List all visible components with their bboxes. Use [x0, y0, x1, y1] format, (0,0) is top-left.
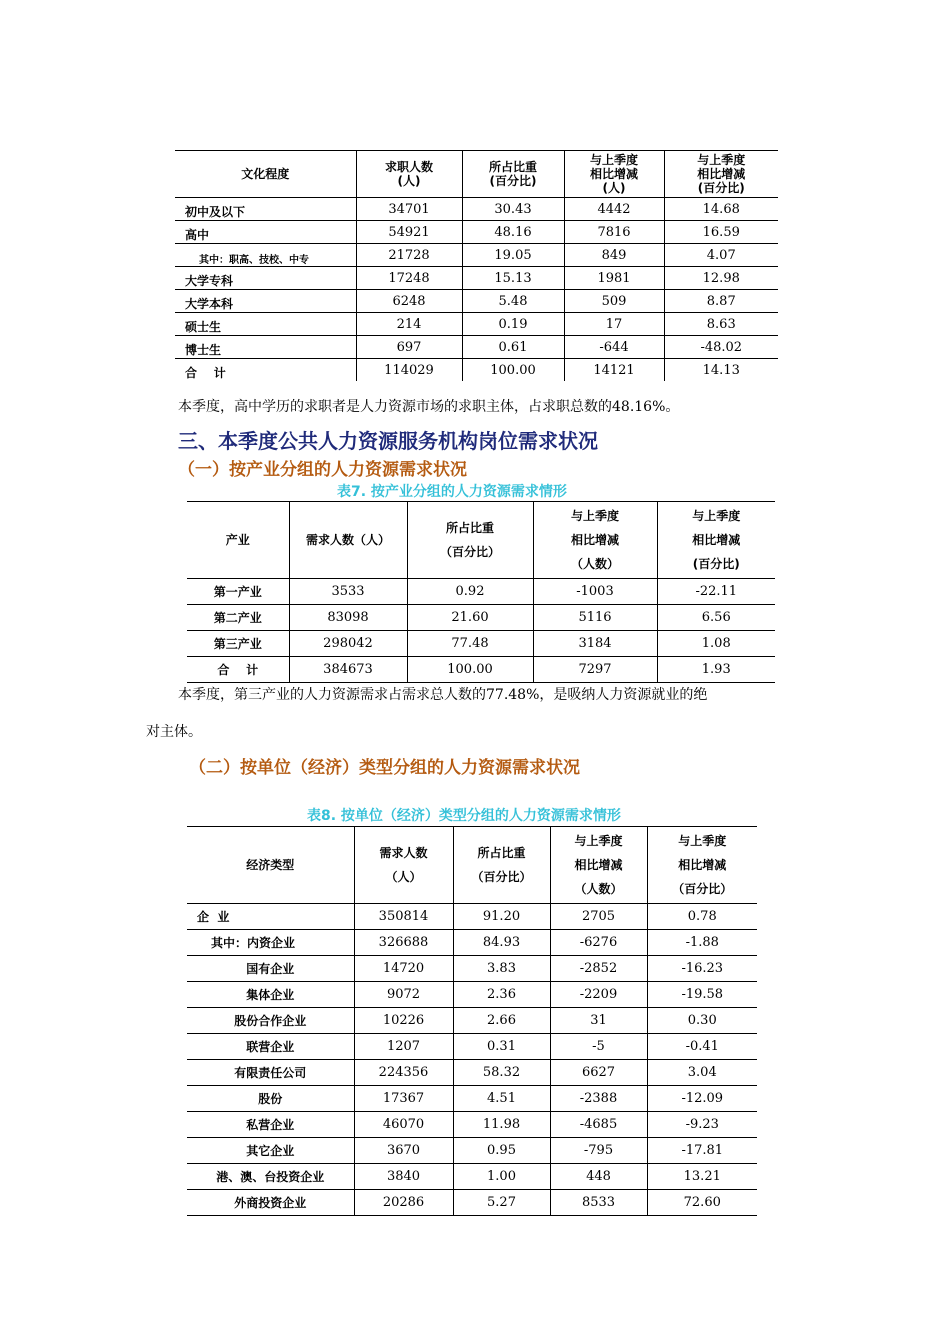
cell: 2.36 [453, 982, 550, 1008]
section-title: 三、本季度公共人力资源服务机构岗位需求状况 [178, 429, 598, 453]
cell: 48.16 [462, 221, 564, 244]
cell: 54921 [356, 221, 462, 244]
cell: 0.92 [407, 579, 533, 605]
table-row [187, 1060, 757, 1086]
cell: 46070 [354, 1112, 453, 1138]
header-cell: 与上季度 相比增减 （人数） [533, 502, 657, 579]
table-row [175, 313, 778, 336]
table-row [175, 221, 778, 244]
industry-demand-table [187, 501, 775, 683]
cell: 7816 [564, 221, 664, 244]
cell: -2388 [550, 1086, 647, 1112]
cell: 509 [564, 290, 664, 313]
row-label: 其它企业 [187, 1138, 354, 1164]
header-cell: 求职人数 (人) [356, 151, 462, 198]
paragraph-industry-summary-line1: 本季度，第三产业的人力资源需求占需求总人数的77.48%，是吸纳人力资源就业的绝 [178, 687, 708, 703]
row-label: 企 业 [187, 904, 354, 930]
cell: -16.23 [647, 956, 757, 982]
table-row [187, 956, 757, 982]
table-row [175, 290, 778, 313]
cell: 17367 [354, 1086, 453, 1112]
cell: -9.23 [647, 1112, 757, 1138]
table-header-row [175, 151, 778, 198]
row-label: 合 计 [185, 366, 226, 380]
cell: 1207 [354, 1034, 453, 1060]
table-row [187, 1190, 757, 1216]
cell: 0.19 [462, 313, 564, 336]
cell: 8533 [550, 1190, 647, 1216]
cell: 214 [356, 313, 462, 336]
table-row [187, 631, 775, 657]
education-table [175, 150, 778, 381]
cell: 83098 [289, 605, 407, 631]
cell: 17248 [356, 267, 462, 290]
cell: 5.27 [453, 1190, 550, 1216]
cell: -0.41 [647, 1034, 757, 1060]
cell: 14.68 [664, 198, 778, 221]
cell: 13.21 [647, 1164, 757, 1190]
cell: -2209 [550, 982, 647, 1008]
cell: 3184 [533, 631, 657, 657]
row-label: 高中 [175, 221, 356, 244]
cell: 0.30 [647, 1008, 757, 1034]
cell: 4.51 [453, 1086, 550, 1112]
row-label: 国有企业 [187, 956, 354, 982]
table-row [187, 982, 757, 1008]
header-cell: 与上季度 相比增减 （百分比） [647, 827, 757, 904]
cell: 16.59 [664, 221, 778, 244]
table-row-total [187, 657, 775, 683]
header-cell: 所占比重 (百分比) [462, 151, 564, 198]
header-cell: 与上季度 相比增减 （人数） [550, 827, 647, 904]
cell: 8.63 [664, 313, 778, 336]
cell: 17 [564, 313, 664, 336]
cell: 10226 [354, 1008, 453, 1034]
cell: -5 [550, 1034, 647, 1060]
cell: 100.00 [407, 657, 533, 683]
cell: 9072 [354, 982, 453, 1008]
cell: 34701 [356, 198, 462, 221]
cell: -2852 [550, 956, 647, 982]
cell: 20286 [354, 1190, 453, 1216]
cell: 3533 [289, 579, 407, 605]
cell: 100.00 [462, 359, 564, 382]
cell: 0.78 [647, 904, 757, 930]
cell: 14.13 [664, 359, 778, 382]
cell: 6627 [550, 1060, 647, 1086]
row-label: 港、澳、台投资企业 [187, 1164, 354, 1190]
cell: 12.98 [664, 267, 778, 290]
table-row [175, 198, 778, 221]
cell: -22.11 [657, 579, 775, 605]
row-label: 集体企业 [187, 982, 354, 1008]
cell: 58.32 [453, 1060, 550, 1086]
cell: 19.05 [462, 244, 564, 267]
cell: 11.98 [453, 1112, 550, 1138]
row-label: 其中：职高、技校、中专 [175, 244, 356, 267]
cell: 6.56 [657, 605, 775, 631]
cell: -6276 [550, 930, 647, 956]
cell: -644 [564, 336, 664, 359]
cell: 3.83 [453, 956, 550, 982]
cell: 31 [550, 1008, 647, 1034]
table-row [187, 1112, 757, 1138]
cell: -4685 [550, 1112, 647, 1138]
cell: 21728 [356, 244, 462, 267]
cell: 1981 [564, 267, 664, 290]
unit-type-demand-table [187, 826, 757, 1216]
cell: 0.61 [462, 336, 564, 359]
table-row [187, 579, 775, 605]
table-row [187, 1164, 757, 1190]
header-cell: 与上季度 相比增减 (人) [564, 151, 664, 198]
cell: 3670 [354, 1138, 453, 1164]
header-cell: 产业 [187, 502, 289, 579]
cell: 1.93 [657, 657, 775, 683]
cell: 350814 [354, 904, 453, 930]
header-cell: 与上季度 相比增减 (百分比) [657, 502, 775, 579]
table-row [187, 1008, 757, 1034]
table-row [175, 244, 778, 267]
cell: -1.88 [647, 930, 757, 956]
cell: 0.31 [453, 1034, 550, 1060]
row-label: 博士生 [175, 336, 356, 359]
cell: 91.20 [453, 904, 550, 930]
header-cell: 文化程度 [175, 151, 356, 198]
cell: 4442 [564, 198, 664, 221]
cell: 0.95 [453, 1138, 550, 1164]
row-label: 硕士生 [175, 313, 356, 336]
table-row [187, 1034, 757, 1060]
cell: 114029 [356, 359, 462, 382]
cell: 14121 [564, 359, 664, 382]
row-label: 第二产业 [187, 605, 289, 631]
cell: 3840 [354, 1164, 453, 1190]
cell: 2.66 [453, 1008, 550, 1034]
header-cell: 与上季度 相比增减 (百分比) [664, 151, 778, 198]
table-row [187, 904, 757, 930]
row-label: 大学专科 [175, 267, 356, 290]
cell: 697 [356, 336, 462, 359]
row-label: 股份合作企业 [187, 1008, 354, 1034]
table-header-row [187, 502, 775, 579]
cell: 1.08 [657, 631, 775, 657]
cell: 224356 [354, 1060, 453, 1086]
cell: -48.02 [664, 336, 778, 359]
row-label: 第一产业 [187, 579, 289, 605]
subsection-title-unit-type: （二）按单位（经济）类型分组的人力资源需求状况 [189, 758, 580, 778]
row-label: 大学本科 [175, 290, 356, 313]
row-label: 股份 [187, 1086, 354, 1112]
cell: 15.13 [462, 267, 564, 290]
cell: 326688 [354, 930, 453, 956]
row-label: 合 计 [187, 657, 289, 683]
table-row [187, 930, 757, 956]
cell: 3.04 [647, 1060, 757, 1086]
table-row [187, 605, 775, 631]
row-label: 私营企业 [187, 1112, 354, 1138]
table-header-row [187, 827, 757, 904]
table-row [187, 1086, 757, 1112]
header-cell: 需求人数（人） [289, 502, 407, 579]
paragraph-industry-summary-line2: 对主体。 [146, 724, 202, 740]
cell: 84.93 [453, 930, 550, 956]
cell: 849 [564, 244, 664, 267]
cell: 14720 [354, 956, 453, 982]
cell: 448 [550, 1164, 647, 1190]
cell: -19.58 [647, 982, 757, 1008]
header-cell: 所占比重 （百分比） [453, 827, 550, 904]
cell: 77.48 [407, 631, 533, 657]
header-cell: 所占比重 （百分比） [407, 502, 533, 579]
table8-caption: 表8. 按单位（经济）类型分组的人力资源需求情形 [307, 808, 621, 824]
row-label: 联营企业 [187, 1034, 354, 1060]
cell: -1003 [533, 579, 657, 605]
cell: 5116 [533, 605, 657, 631]
subsection-title-industry: （一）按产业分组的人力资源需求状况 [178, 460, 467, 480]
cell: 384673 [289, 657, 407, 683]
header-cell: 经济类型 [187, 827, 354, 904]
row-label: 第三产业 [187, 631, 289, 657]
header-cell: 需求人数 （人） [354, 827, 453, 904]
cell: 4.07 [664, 244, 778, 267]
row-label: 外商投资企业 [187, 1190, 354, 1216]
table-row [175, 336, 778, 359]
row-label: 其中：内资企业 [187, 930, 354, 956]
cell: 2705 [550, 904, 647, 930]
cell: -795 [550, 1138, 647, 1164]
cell: 298042 [289, 631, 407, 657]
table-row [175, 267, 778, 290]
cell: 6248 [356, 290, 462, 313]
table-row [187, 1138, 757, 1164]
cell: 5.48 [462, 290, 564, 313]
table-row-total [175, 359, 778, 382]
cell: 21.60 [407, 605, 533, 631]
paragraph-education-summary: 本季度，高中学历的求职者是人力资源市场的求职主体，占求职总数的48.16%。 [178, 399, 680, 415]
cell: 72.60 [647, 1190, 757, 1216]
cell: 30.43 [462, 198, 564, 221]
row-label: 初中及以下 [175, 198, 356, 221]
cell: 8.87 [664, 290, 778, 313]
cell: 1.00 [453, 1164, 550, 1190]
cell: 7297 [533, 657, 657, 683]
table7-caption: 表7. 按产业分组的人力资源需求情形 [337, 484, 567, 500]
cell: -17.81 [647, 1138, 757, 1164]
cell: -12.09 [647, 1086, 757, 1112]
row-label: 有限责任公司 [187, 1060, 354, 1086]
